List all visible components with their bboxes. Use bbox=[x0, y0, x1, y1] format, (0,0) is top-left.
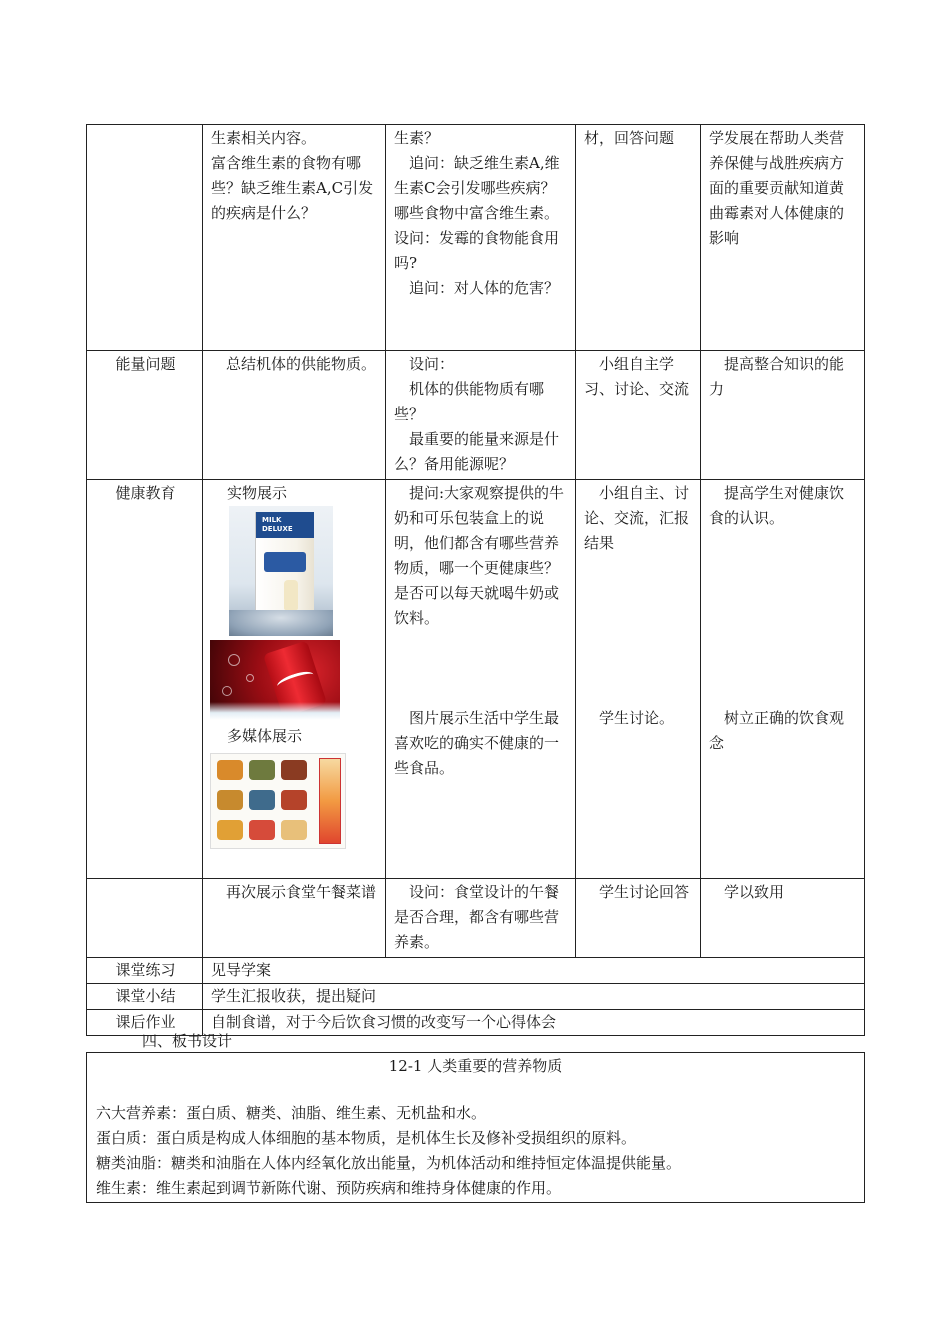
cell-health-goal bbox=[701, 480, 865, 879]
bubble-icon bbox=[246, 674, 254, 682]
board-line: 糖类油脂：糖类和油脂在人体内经氧化放出能量，为机体活动和维持恒定体温提供能量。 bbox=[96, 1154, 682, 1172]
cell-practice-content bbox=[203, 958, 865, 984]
cell-vitamin-teacher bbox=[386, 125, 576, 351]
food-photo bbox=[217, 790, 243, 810]
food-photo bbox=[217, 820, 243, 840]
cell-vitamin-goal bbox=[701, 125, 865, 351]
carton-label bbox=[256, 512, 314, 538]
cell-energy-student bbox=[576, 351, 701, 480]
row-label: 能量问题 bbox=[115, 355, 176, 373]
table-row-health bbox=[87, 480, 865, 879]
table-row-summary bbox=[87, 984, 865, 1010]
food-photo bbox=[249, 820, 275, 840]
cell-vitamin-content bbox=[203, 125, 386, 351]
can-wave bbox=[275, 668, 315, 692]
carton-logo bbox=[264, 552, 306, 572]
food-photo bbox=[249, 790, 275, 810]
row-label: 课后作业 bbox=[115, 1013, 176, 1031]
food-photo bbox=[281, 790, 307, 810]
cell-health-teacher bbox=[386, 480, 576, 879]
text-line: 追问：缺乏维生素A,维生素C会引发哪些疾病？哪些食物中富含维生素。 bbox=[394, 154, 560, 222]
cell-label-empty bbox=[87, 879, 203, 958]
cell-summary-content bbox=[203, 984, 865, 1010]
spacer bbox=[584, 556, 694, 706]
food-photo bbox=[281, 820, 307, 840]
cell-energy-goal bbox=[701, 351, 865, 480]
cell-health-content bbox=[203, 480, 386, 879]
cell-homework-content bbox=[203, 1010, 865, 1036]
row-label: 课堂练习 bbox=[115, 961, 176, 979]
blackboard-design-box bbox=[86, 1052, 865, 1203]
carton-shape bbox=[255, 512, 314, 620]
text-line: 图片展示生活中学生最喜欢吃的确实不健康的一些食品。 bbox=[394, 709, 560, 777]
cell-menu-goal bbox=[701, 879, 865, 958]
cell-vitamin-student bbox=[576, 125, 701, 351]
text-line: 树立正确的饮食观念 bbox=[709, 709, 845, 752]
text-line: 学发展在帮助人类营养保健与战胜疾病方面的重要贡献知道黄曲霉素对人体健康的影响 bbox=[709, 129, 845, 247]
carton-bottle-graphic bbox=[284, 580, 298, 610]
text-line: 生素？ bbox=[394, 129, 440, 147]
food-photo bbox=[217, 760, 243, 780]
text-line: 学以致用 bbox=[724, 883, 785, 901]
cell-label-empty bbox=[87, 125, 203, 351]
cell-label-summary bbox=[87, 984, 203, 1010]
cell-label-energy bbox=[87, 351, 203, 480]
milk-splash bbox=[229, 610, 333, 636]
text-line: 自制食谱，对于今后饮食习惯的改变写一个心得体会 bbox=[211, 1013, 557, 1031]
exhibit-title: 实物展示 bbox=[227, 484, 288, 502]
cell-menu-student bbox=[576, 879, 701, 958]
text-line: 小组自主学习、讨论、交流 bbox=[584, 355, 690, 398]
cell-menu-teacher bbox=[386, 879, 576, 958]
text-line: 生素相关内容。 bbox=[211, 129, 317, 147]
spacer bbox=[709, 531, 858, 706]
ice-cubes bbox=[210, 702, 340, 720]
text-line: 小组自主、讨论、交流，汇报结果 bbox=[584, 484, 690, 552]
text-line: 最重要的能量来源是什么？备用能源呢？ bbox=[394, 430, 560, 473]
food-photo bbox=[249, 760, 275, 780]
cell-energy-content bbox=[203, 351, 386, 480]
row-label: 健康教育 bbox=[115, 484, 176, 502]
cell-menu-content bbox=[203, 879, 386, 958]
section-heading: 四、板书设计 bbox=[142, 1032, 233, 1050]
text-line: 学生讨论回答 bbox=[599, 883, 690, 901]
text-line: 设问：发霉的食物能食用吗? bbox=[394, 229, 560, 272]
text-line: 提高学生对健康饮食的认识。 bbox=[709, 484, 845, 527]
text-line: 追问：对人体的危害？ bbox=[409, 279, 560, 297]
text-line: 富含维生素的食物有哪些？缺乏维生素A,C引发的疾病是什么？ bbox=[211, 154, 374, 222]
text-line: 提问:大家观察提供的牛奶和可乐包装盒上的说明，他们都含有哪些营养物质，哪一个更健康些？是否可以每天就喝牛奶或饮料。 bbox=[394, 484, 565, 627]
text-line: 材，回答问题 bbox=[584, 129, 675, 147]
text-line: 总结机体的供能物质。 bbox=[226, 355, 377, 373]
table-row-vitamin bbox=[87, 125, 865, 351]
lesson-plan-table bbox=[86, 124, 865, 1036]
milk-carton-image bbox=[229, 506, 333, 636]
spacer bbox=[394, 631, 569, 706]
text-line: 设问： bbox=[409, 355, 455, 373]
table-row-menu bbox=[87, 879, 865, 958]
board-title: 12-1 人类重要的营养物质 bbox=[388, 1057, 563, 1075]
junk-food-collage-image bbox=[210, 753, 346, 849]
cell-label-health bbox=[87, 480, 203, 879]
carton-brand-text: MILK DELUXE bbox=[262, 516, 293, 533]
cell-label-practice bbox=[87, 958, 203, 984]
text-line: 见导学案 bbox=[211, 961, 272, 979]
board-line: 维生素：维生素起到调节新陈代谢、预防疾病和维持身体健康的作用。 bbox=[96, 1179, 562, 1197]
text-line: 提高整合知识的能力 bbox=[709, 355, 845, 398]
cell-health-student bbox=[576, 480, 701, 879]
board-line: 蛋白质：蛋白质是构成人体细胞的基本物质，是机体生长及修补受损组织的原料。 bbox=[96, 1129, 637, 1147]
cell-energy-teacher bbox=[386, 351, 576, 480]
media-title: 多媒体展示 bbox=[227, 727, 303, 745]
text-line: 学生汇报收获，提出疑问 bbox=[211, 987, 377, 1005]
food-photo bbox=[281, 760, 307, 780]
board-line: 六大营养素：蛋白质、糖类、油脂、维生素、无机盐和水。 bbox=[96, 1104, 487, 1122]
text-line: 机体的供能物质有哪些？ bbox=[394, 380, 545, 423]
row-label: 课堂小结 bbox=[115, 987, 176, 1005]
text-line: 学生讨论。 bbox=[599, 709, 675, 727]
cola-can-image bbox=[210, 640, 340, 720]
text-line: 再次展示食堂午餐菜谱 bbox=[226, 883, 377, 901]
bubble-icon bbox=[222, 686, 232, 696]
table-row-energy bbox=[87, 351, 865, 480]
collage-side-banner bbox=[319, 758, 341, 844]
text-line: 设问：食堂设计的午餐是否合理，都含有哪些营养素。 bbox=[394, 883, 560, 951]
table-row-practice bbox=[87, 958, 865, 984]
bubble-icon bbox=[228, 654, 240, 666]
spacer bbox=[87, 1079, 864, 1101]
